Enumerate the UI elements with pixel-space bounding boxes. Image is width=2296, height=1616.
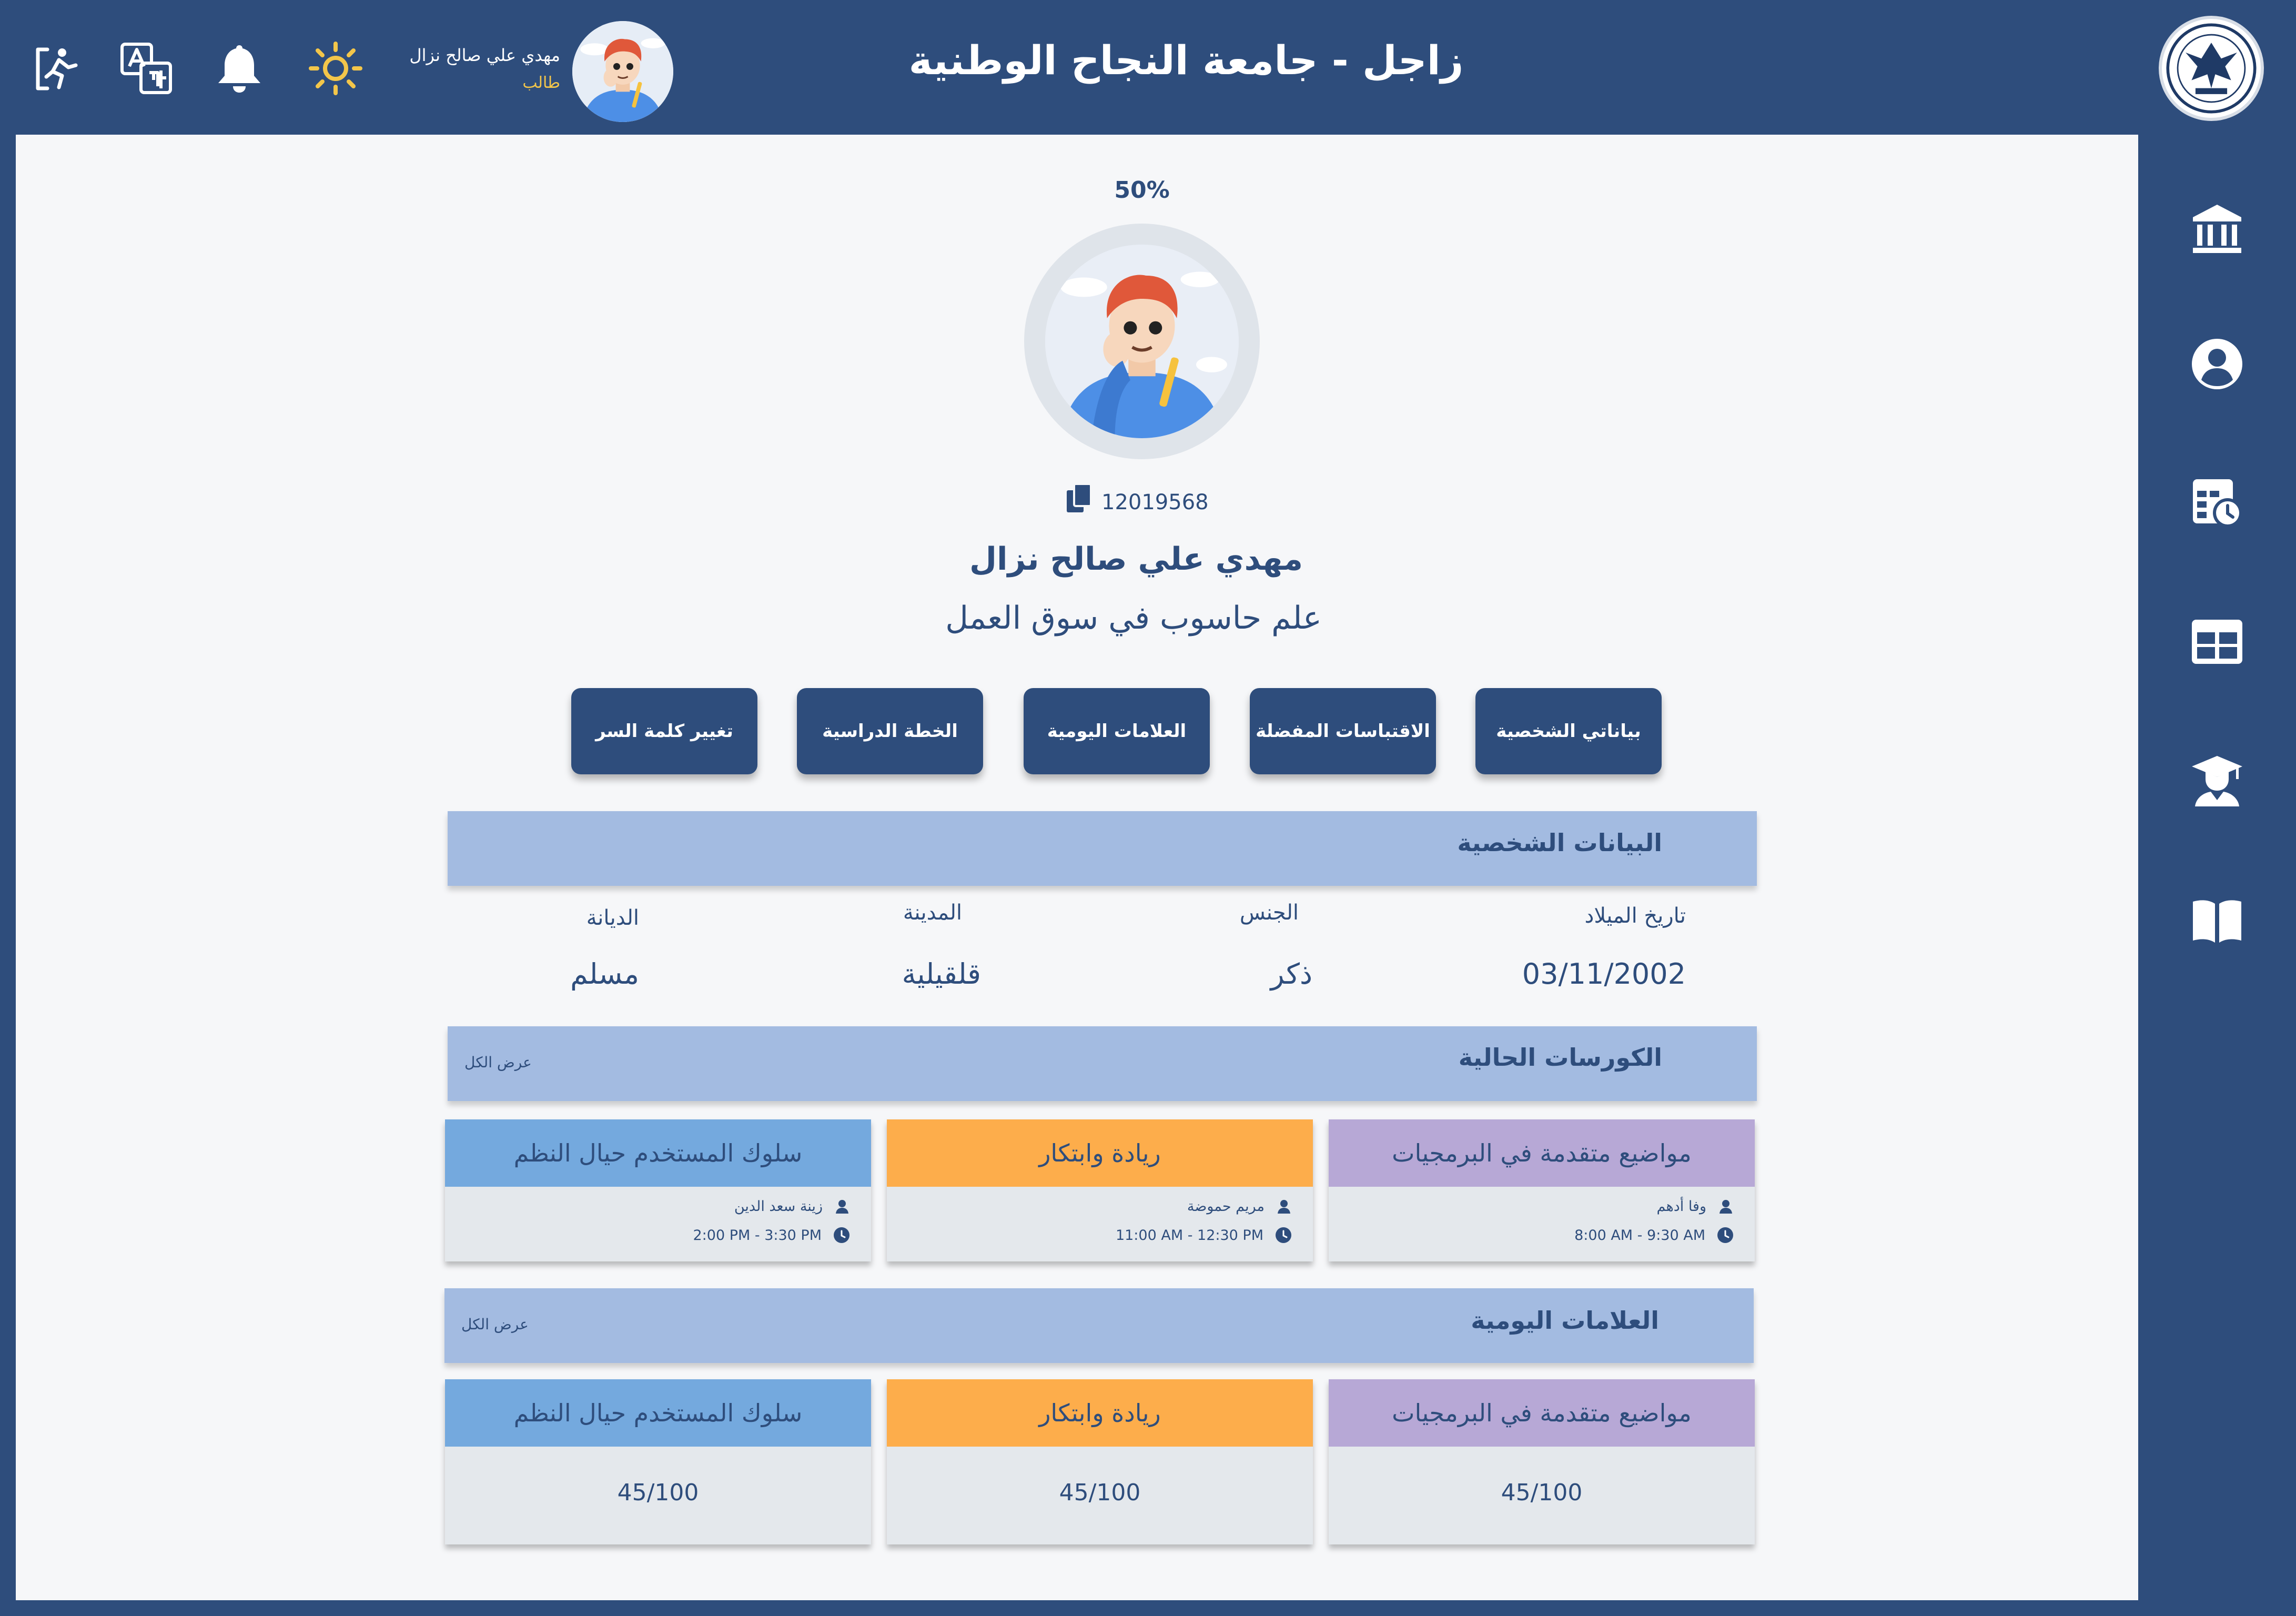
course-grade: 45/100 <box>1059 1479 1141 1506</box>
course-name: مواضيع متقدمة في البرمجيات <box>1329 1119 1755 1187</box>
gender-label: الجنس <box>1239 901 1299 925</box>
birthdate-label: تاريخ الميلاد <box>1584 904 1686 928</box>
student-major: علم حاسوب في سوق العمل <box>945 600 1322 637</box>
university-icon[interactable] <box>2186 197 2249 260</box>
favorite-quotes-button[interactable]: الاقتباسات المفضلة <box>1250 688 1436 774</box>
course-name: ريادة وابتكار <box>887 1379 1313 1447</box>
clock-icon <box>1275 1227 1292 1244</box>
app-title: زاجل - جامعة النجاح الوطنية <box>908 37 1464 84</box>
logout-icon[interactable] <box>26 37 89 100</box>
copy-icon[interactable] <box>1065 483 1095 517</box>
birthdate-value: 03/11/2002 <box>1522 957 1686 991</box>
instructor-row <box>1187 1198 1292 1215</box>
section-title: الكورسات الحالية <box>1458 1043 1662 1072</box>
change-password-button[interactable]: تغيير كلمة السر <box>571 688 757 774</box>
course-card[interactable] <box>1329 1119 1755 1261</box>
instructor-name: زينة سعد الدين <box>734 1198 823 1215</box>
translate-icon[interactable] <box>115 37 178 100</box>
city-value: قلقيلية <box>902 957 981 991</box>
sun-icon[interactable] <box>304 37 367 100</box>
grade-card[interactable] <box>887 1379 1313 1544</box>
section-title: العلامات اليومية <box>1471 1306 1659 1335</box>
schedule-clock-icon[interactable] <box>2186 471 2249 534</box>
top-bar <box>0 0 2296 135</box>
course-card[interactable] <box>887 1119 1313 1261</box>
user-name: مهدي علي صالح نزال <box>409 45 560 65</box>
time-row <box>1574 1227 1734 1244</box>
religion-value: مسلم <box>570 957 639 991</box>
user-avatar[interactable] <box>572 21 673 122</box>
book-icon[interactable] <box>2186 889 2249 952</box>
grid-table-icon[interactable] <box>2186 610 2249 673</box>
person-icon <box>1276 1199 1292 1215</box>
graduate-icon[interactable] <box>2186 750 2249 813</box>
current-courses-header <box>448 1026 1757 1101</box>
clock-icon <box>1717 1227 1734 1244</box>
time-row <box>693 1227 851 1244</box>
gender-value: ذكر <box>1270 957 1312 991</box>
time-row <box>1116 1227 1292 1244</box>
course-name: سلوك المستخدم حيال النظم <box>445 1379 871 1447</box>
course-card[interactable] <box>445 1119 871 1261</box>
person-icon <box>834 1199 850 1215</box>
section-title: البيانات الشخصية <box>1457 829 1662 857</box>
profile-avatar[interactable] <box>1024 224 1260 459</box>
personal-data-header <box>448 811 1757 886</box>
course-name: سلوك المستخدم حيال النظم <box>445 1119 871 1187</box>
course-grade: 45/100 <box>1501 1479 1583 1506</box>
city-label: المدينة <box>903 901 962 925</box>
profile-completion: 50% <box>1114 177 1170 204</box>
daily-grades-header <box>444 1288 1754 1363</box>
student-name: مهدي علي صالح نزال <box>969 541 1303 578</box>
instructor-row <box>734 1198 850 1215</box>
courses-view-all-link[interactable]: عرض الكل <box>464 1054 532 1071</box>
course-name: مواضيع متقدمة في البرمجيات <box>1329 1379 1755 1447</box>
course-time: 8:00 AM - 9:30 AM <box>1574 1227 1705 1244</box>
study-plan-button[interactable]: الخطة الدراسية <box>797 688 983 774</box>
instructor-row <box>1657 1198 1734 1215</box>
religion-label: الديانة <box>586 906 639 930</box>
grade-card[interactable] <box>1329 1379 1755 1544</box>
person-icon <box>1718 1199 1734 1215</box>
clock-icon <box>833 1227 850 1244</box>
user-profile-icon[interactable] <box>2186 332 2249 396</box>
instructor-name: مريم حموضة <box>1187 1198 1265 1215</box>
daily-grades-button[interactable]: العلامات اليومية <box>1024 688 1210 774</box>
course-grade: 45/100 <box>617 1479 699 1506</box>
grade-card[interactable] <box>445 1379 871 1544</box>
instructor-name: وفا أدهم <box>1656 1198 1706 1215</box>
course-time: 11:00 AM - 12:30 PM <box>1115 1227 1263 1244</box>
student-id: 12019568 <box>1101 490 1209 514</box>
course-time: 2:00 PM - 3:30 PM <box>693 1227 822 1244</box>
user-role: طالب <box>522 74 560 92</box>
course-name: ريادة وابتكار <box>887 1119 1313 1187</box>
my-personal-data-button[interactable]: بياناتي الشخصية <box>1475 688 1662 774</box>
university-logo[interactable] <box>2159 16 2264 121</box>
grades-view-all-link[interactable]: عرض الكل <box>461 1316 529 1333</box>
bell-icon[interactable] <box>208 37 271 100</box>
